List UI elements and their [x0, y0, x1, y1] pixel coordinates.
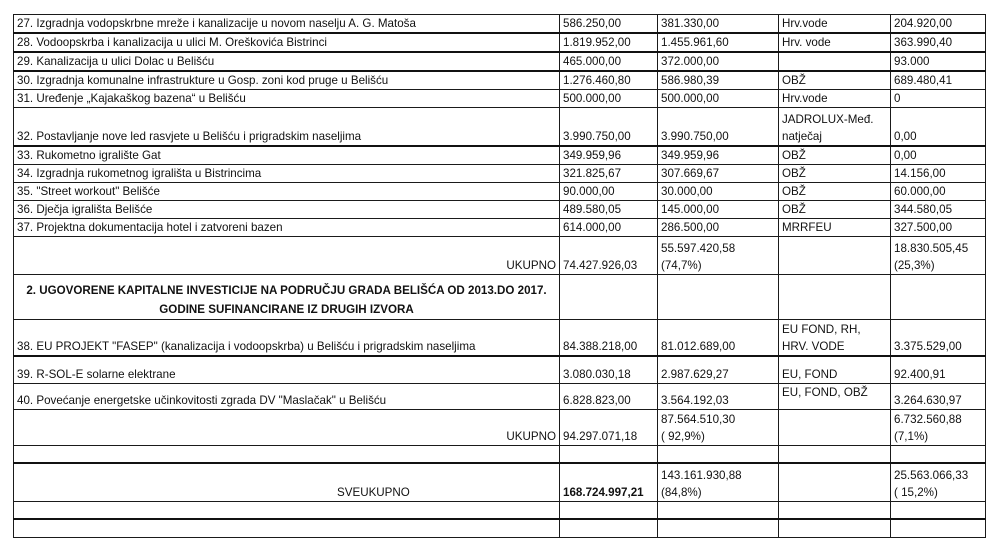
- subtotal-1-other-line1: 18.830.505,45: [894, 241, 969, 255]
- subtotal-2-total: 94.297.071,18: [560, 409, 658, 445]
- subtotal-2-city-line1: 87.564.510,30: [661, 412, 736, 426]
- other-value-cell: 3.375.529,00: [891, 319, 986, 356]
- grand-total-city-line2: (84,8%): [661, 485, 702, 499]
- table-row: [14, 71, 986, 90]
- empty-cell: [891, 519, 986, 537]
- city-value-cell: 500.000,00: [658, 90, 779, 108]
- funding-source-cell: OBŽ: [779, 71, 891, 90]
- project-name-cell: 29. Kanalizacija u ulici Dolac u Belišću: [14, 52, 560, 71]
- city-value-cell: 3.564.192,03: [658, 383, 779, 409]
- project-name-cell: 34. Izgradnja rukometnog igrališta u Bistrincima: [14, 164, 560, 182]
- grand-total-other-line1: 25.563.066,33: [894, 468, 969, 482]
- city-value-cell: 3.990.750,00: [658, 108, 779, 146]
- empty-cell: [779, 519, 891, 537]
- empty-cell: [779, 274, 891, 319]
- grand-total-other: [891, 463, 986, 501]
- subtotal-1-city-line2: (74,7%): [661, 258, 702, 272]
- total-value-cell: 586.250,00: [560, 15, 658, 34]
- subtotal-2-other: [891, 409, 986, 445]
- section-2-title-line1: 2. UGOVORENE KAPITALNE INVESTICIJE NA PODRUČJU GRADA BELIŠĆA OD 2013.DO 2017.: [26, 283, 547, 297]
- funding-source-cell: [779, 319, 891, 356]
- city-value-cell: 81.012.689,00: [658, 319, 779, 356]
- grand-total-value: 168.724.997,21: [560, 463, 658, 501]
- subtotal-2-other-line1: 6.732.560,88: [894, 412, 962, 426]
- empty-row: [14, 445, 986, 463]
- project-name-cell: 28. Vodoopskrba i kanalizacija u ulici M. Oreškovića Bistrinci: [14, 33, 560, 52]
- other-value-cell: 689.480,41: [891, 71, 986, 90]
- subtotal-2-city: [658, 409, 779, 445]
- empty-cell: [560, 445, 658, 463]
- funding-source-line2: HRV. VODE: [782, 340, 845, 353]
- subtotal-1-row: [14, 236, 986, 274]
- grand-total-label-cell: [14, 463, 560, 501]
- funding-source-cell: OBŽ: [779, 146, 891, 165]
- total-value-cell: 1.819.952,00: [560, 33, 658, 52]
- funding-source-line1: EU FOND, RH,: [782, 323, 861, 336]
- funding-source-cell: Hrv. vode: [779, 33, 891, 52]
- city-value-cell: 145.000,00: [658, 200, 779, 218]
- total-value-cell: 84.388.218,00: [560, 319, 658, 356]
- table-row: [14, 356, 986, 383]
- other-value-cell: 3.264.630,97: [891, 383, 986, 409]
- subtotal-1-other: [891, 236, 986, 274]
- other-value-cell: 14.156,00: [891, 164, 986, 182]
- funding-source-cell: OBŽ: [779, 182, 891, 200]
- city-value-cell: 586.980,39: [658, 71, 779, 90]
- subtotal-2-source: [779, 409, 891, 445]
- empty-cell: [891, 445, 986, 463]
- subtotal-1-total: 74.427.926,03: [560, 236, 658, 274]
- empty-cell: [560, 519, 658, 537]
- section-header-row: [14, 274, 986, 319]
- table-row: [14, 383, 986, 409]
- grand-total-source: [779, 463, 891, 501]
- table-row: [14, 319, 986, 356]
- table-row: [14, 146, 986, 165]
- table-row: [14, 90, 986, 108]
- funding-source-cell: OBŽ: [779, 200, 891, 218]
- city-value-cell: 372.000,00: [658, 52, 779, 71]
- funding-source-cell: Hrv.vode: [779, 90, 891, 108]
- funding-source-cell: MRRFEU: [779, 218, 891, 236]
- funding-source-cell: [779, 108, 891, 146]
- funding-source-cell: Hrv.vode: [779, 15, 891, 34]
- table-row: [14, 52, 986, 71]
- other-value-cell: 0: [891, 90, 986, 108]
- total-value-cell: 614.000,00: [560, 218, 658, 236]
- empty-row: [14, 501, 986, 519]
- total-value-cell: 465.000,00: [560, 52, 658, 71]
- other-value-cell: 0,00: [891, 108, 986, 146]
- city-value-cell: 286.500,00: [658, 218, 779, 236]
- total-value-cell: 6.828.823,00: [560, 383, 658, 409]
- subtotal-2-label: UKUPNO: [14, 409, 560, 445]
- empty-cell: [658, 274, 779, 319]
- empty-row: [14, 519, 986, 537]
- grand-total-row: [14, 463, 986, 501]
- total-value-cell: 3.990.750,00: [560, 108, 658, 146]
- other-value-cell: 327.500,00: [891, 218, 986, 236]
- grand-total-other-line2: ( 15,2%): [894, 485, 938, 499]
- funding-source-cell: OBŽ: [779, 164, 891, 182]
- other-value-cell: 0,00: [891, 146, 986, 165]
- city-value-cell: 349.959,96: [658, 146, 779, 165]
- project-name-cell: 31. Uređenje „Kajakaškog bazena“ u Belišću: [14, 90, 560, 108]
- other-value-cell: 363.990,40: [891, 33, 986, 52]
- total-value-cell: 1.276.460,80: [560, 71, 658, 90]
- other-value-cell: 92.400,91: [891, 356, 986, 383]
- subtotal-2-city-line2: ( 92,9%): [661, 429, 705, 443]
- table-row: [14, 108, 986, 146]
- total-value-cell: 500.000,00: [560, 90, 658, 108]
- empty-cell: [658, 501, 779, 519]
- project-name-cell: 32. Postavljanje nove led rasvjete u Belišću i prigradskim naseljima: [14, 108, 560, 146]
- empty-cell: [779, 445, 891, 463]
- empty-cell: [658, 445, 779, 463]
- funding-source-cell: [779, 52, 891, 71]
- table-row: [14, 164, 986, 182]
- city-value-cell: 30.000,00: [658, 182, 779, 200]
- project-name-cell: 39. R-SOL-E solarne elektrane: [14, 356, 560, 383]
- empty-cell: [891, 274, 986, 319]
- empty-cell: [560, 501, 658, 519]
- table-row: [14, 33, 986, 52]
- empty-cell: [560, 274, 658, 319]
- table-row: [14, 182, 986, 200]
- table-row: [14, 218, 986, 236]
- project-name-cell: 38. EU PROJEKT "FASEP" (kanalizacija i vodoopskrba) u Belišću i prigradskim naseljima: [14, 319, 560, 356]
- grand-total-city: [658, 463, 779, 501]
- subtotal-1-source: [779, 236, 891, 274]
- table-row: [14, 200, 986, 218]
- empty-cell: [14, 445, 560, 463]
- other-value-cell: 344.580,05: [891, 200, 986, 218]
- funding-source-line1: JADROLUX-Međ.: [782, 112, 874, 126]
- section-2-title: [14, 274, 560, 319]
- subtotal-1-label: UKUPNO: [14, 236, 560, 274]
- project-name-cell: 27. Izgradnja vodopskrbne mreže i kanalizacije u novom naselju A. G. Matoša: [14, 15, 560, 34]
- city-value-cell: 307.669,67: [658, 164, 779, 182]
- subtotal-1-city-line1: 55.597.420,58: [661, 241, 736, 255]
- project-name-cell: 35. "Street workout" Belišće: [14, 182, 560, 200]
- city-value-cell: 1.455.961,60: [658, 33, 779, 52]
- subtotal-1-city: [658, 236, 779, 274]
- empty-cell: [14, 519, 560, 537]
- project-name-cell: 36. Dječja igrališta Belišće: [14, 200, 560, 218]
- subtotal-1-other-line2: (25,3%): [894, 258, 935, 272]
- total-value-cell: 3.080.030,18: [560, 356, 658, 383]
- other-value-cell: 60.000,00: [891, 182, 986, 200]
- other-value-cell: 204.920,00: [891, 15, 986, 34]
- section-2-title-line2: GODINE SUFINANCIRANE IZ DRUGIH IZVORA: [159, 302, 414, 316]
- subtotal-2-other-line2: (7,1%): [894, 429, 929, 443]
- empty-cell: [891, 501, 986, 519]
- funding-source-cell: EU, FOND, OBŽ: [779, 383, 891, 409]
- grand-total-label: SVEUKUPNO: [337, 485, 410, 499]
- subtotal-2-row: [14, 409, 986, 445]
- project-name-cell: 40. Povećanje energetske učinkovitosti zgrada DV "Maslačak" u Belišću: [14, 383, 560, 409]
- city-value-cell: 2.987.629,27: [658, 356, 779, 383]
- project-name-cell: 30. Izgradnja komunalne infrastrukture u Gosp. zoni kod pruge u Belišću: [14, 71, 560, 90]
- project-name-cell: 37. Projektna dokumentacija hotel i zatvoreni bazen: [14, 218, 560, 236]
- total-value-cell: 321.825,67: [560, 164, 658, 182]
- funding-source-cell: EU, FOND: [779, 356, 891, 383]
- other-value-cell: 93.000: [891, 52, 986, 71]
- total-value-cell: 349.959,96: [560, 146, 658, 165]
- project-name-cell: 33. Rukometno igralište Gat: [14, 146, 560, 165]
- empty-cell: [779, 501, 891, 519]
- total-value-cell: 90.000,00: [560, 182, 658, 200]
- total-value-cell: 489.580,05: [560, 200, 658, 218]
- funding-source-line2: natječaj: [782, 129, 822, 143]
- investment-table: [13, 14, 986, 538]
- empty-cell: [14, 501, 560, 519]
- grand-total-city-line1: 143.161.930,88: [661, 468, 742, 482]
- empty-cell: [658, 519, 779, 537]
- city-value-cell: 381.330,00: [658, 15, 779, 34]
- table-row: [14, 15, 986, 34]
